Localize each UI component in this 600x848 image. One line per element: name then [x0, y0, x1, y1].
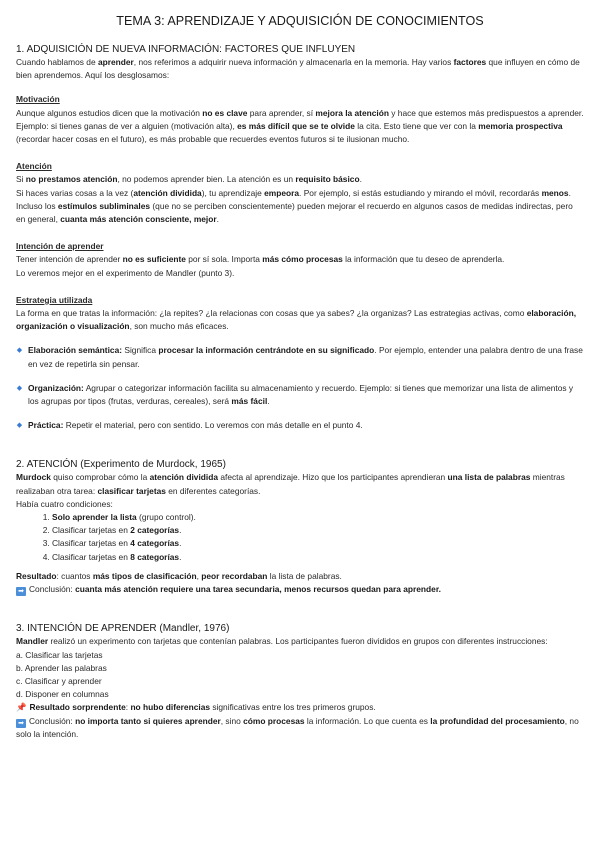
- blue-diamond-icon: ◆: [16, 384, 23, 392]
- motivacion-paragraph-2: Ejemplo: si tienes ganas de ver a alguien (motivación alta), es más difícil que se te olvide la cita. Esto tiene que ver con la memoria prospectiva (recordar hacer cosas en el futuro), es más probable que recuerdes eventos futuros si te ilusionan mucho.: [16, 120, 563, 145]
- arrow-right-icon: ➡: [16, 587, 26, 596]
- list-item: 2. Clasificar tarjetas en 2 categorías.: [52, 524, 584, 537]
- section-2-heading: 2. ATENCIÓN (Experimento de Murdock, 1965): [16, 459, 226, 471]
- intencion-paragraph-2: Lo veremos mejor en el experimento de Mandler (punto 3).: [16, 267, 235, 278]
- list-item: a. Clasificar las tarjetas: [16, 649, 103, 660]
- section-3-heading: 3. INTENCIÓN DE APRENDER (Mandler, 1976): [16, 623, 230, 635]
- list-item: 3. Clasificar tarjetas en 4 categorías.: [52, 537, 584, 550]
- section-3-paragraph-1: Mandler realizó un experimento con tarjetas que contenían palabras. Los participantes fueron divididos en grupos con diferentes instrucciones:: [16, 636, 548, 647]
- list-item: b. Aprender las palabras: [16, 662, 107, 673]
- list-item: ◆ Elaboración semántica: Significa procesar la información centrándote en su significado. Por ejemplo, entender una palabra dentro de una frase en vez de repetirla sin pensar.: [16, 344, 584, 370]
- estrategia-label: Estrategia utilizada: [16, 294, 93, 305]
- section-1-intro: Cuando hablamos de aprender, nos referimos a adquirir nueva información y almacenarla en la memoria. Hay varios factores que influyen en cómo de bien aprendemos. Aquí los desglosamos:: [16, 57, 580, 81]
- section-2-paragraph-1: Murdock quiso comprobar cómo la atención dividida afecta al aprendizaje. Hizo que los participantes aprendieran una lista de palabras mientras realizaban otra tarea: clasificar tarjetas en diferentes categorías.: [16, 472, 565, 496]
- conditions-list: [16, 511, 584, 564]
- section-2-paragraph-2: Había cuatro condiciones:: [16, 498, 113, 509]
- list-item: ◆ Práctica: Repetir el material, pero con sentido. Lo veremos con más detalle en el punto 4.: [16, 419, 584, 432]
- section-2-resultado: Resultado: cuantos más tipos de clasificación, peor recordaban la lista de palabras.: [16, 570, 342, 581]
- section-3-conclusion: ➡ Conclusión: no importa tanto si quieres aprender, sino cómo procesas la información. Lo que cuenta es la profundidad del procesamiento, no solo la intención.: [16, 715, 579, 739]
- atencion-paragraph-1: Si no prestamos atención, no podemos aprender bien. La atención es un requisito básico.: [16, 174, 362, 185]
- list-item: 1. Solo aprender la lista (grupo control).: [52, 511, 584, 524]
- atencion-label: Atención: [16, 161, 52, 172]
- motivacion-label: Motivación: [16, 94, 60, 105]
- motivacion-paragraph-1: Aunque algunos estudios dicen que la motivación no es clave para aprender, sí mejora la atención y hace que estemos más predispuestos a aprender.: [16, 107, 584, 118]
- atencion-paragraph-3: Incluso los estímulos subliminales (que no se perciben conscientemente) pueden mejorar el recuerdo en algunos casos de medidas indirectas, pero en general, cuanta más atención consciente, mejor.: [16, 200, 573, 225]
- list-item: d. Disponer en columnas: [16, 689, 109, 700]
- section-2-conclusion: ➡ Conclusión: cuanta más atención requiere una tarea secundaria, menos recursos quedan para aprender.: [16, 583, 584, 596]
- intencion-label: Intención de aprender: [16, 241, 104, 252]
- intencion-paragraph-1: Tener intención de aprender no es suficiente por sí sola. Importa más cómo procesas la información que tu deseo de aprenderla.: [16, 254, 505, 265]
- page-title: TEMA 3: APRENDIZAJE Y ADQUISICIÓN DE CONOCIMIENTOS: [116, 14, 484, 28]
- pushpin-icon: 📌: [16, 702, 27, 713]
- blue-diamond-icon: ◆: [16, 347, 23, 355]
- section-3-resultado: 📌 Resultado sorprendente: no hubo diferencias significativas entre los tres primeros grupos.: [16, 702, 376, 713]
- list-item: c. Clasificar y aprender: [16, 675, 102, 686]
- blue-diamond-icon: ◆: [16, 422, 23, 430]
- list-item: ◆ Organización: Agrupar o categorizar información facilita su almacenamiento y recuerdo. Ejemplo: si tienes que memorizar una lista de alimentos y los agrupas por tipos (frutas, verduras, cereales), será más fácil.: [16, 382, 584, 408]
- estrategia-paragraph-1: La forma en que tratas la información: ¿la repites? ¿la relacionas con cosas que ya sabes? ¿la organizas? Las estrategias activas, como elaboración, organización o visualización, son mucho más eficaces.: [16, 308, 577, 332]
- section-1-heading: 1. ADQUISICIÓN DE NUEVA INFORMACIÓN: FACTORES QUE INFLUYEN: [16, 44, 356, 55]
- arrow-right-icon: ➡: [16, 719, 26, 728]
- list-item: 4. Clasificar tarjetas en 8 categorías.: [52, 551, 584, 564]
- atencion-paragraph-2: Si haces varias cosas a la vez (atención dividida), tu aprendizaje empeora. Por ejemplo, si estás estudiando y mirando el móvil, recordarás menos.: [16, 187, 571, 198]
